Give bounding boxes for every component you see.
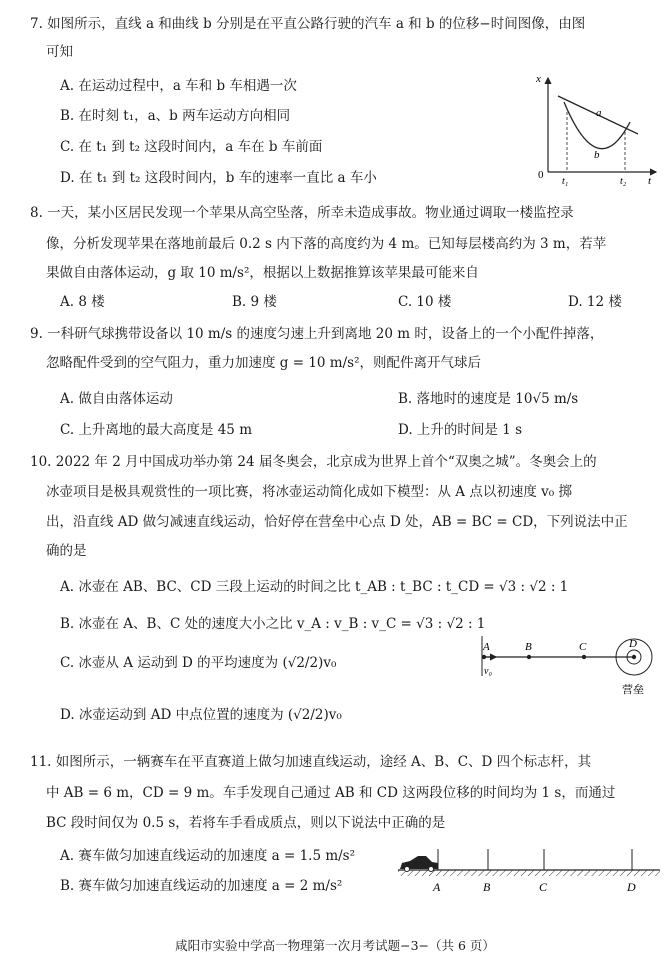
house-caption: 营垒	[622, 684, 644, 696]
axis-label-t: t	[648, 175, 652, 187]
q8-stem-line3: 果做自由落体运动，g 取 10 m/s²，根据以上数据推算该苹果最可能来自	[46, 265, 479, 281]
label-b: B	[525, 641, 532, 653]
q8-option-c: C. 10 楼	[398, 294, 452, 310]
label-a: a	[596, 107, 602, 119]
q8-stem-line1: 8. 一天，某小区居民发现一个苹果从高空坠落，所幸未造成事故。物业通过调取一楼监控录	[30, 205, 574, 221]
q9-stem-line2: 忽略配件受到的空气阻力，重力加速度 g = 10 m/s²，则配件离开气球后	[46, 355, 481, 371]
label-b: B	[483, 880, 491, 894]
label-t1: t₁	[562, 176, 569, 187]
q9-option-b: B. 落地时的速度是 10√5 m/s	[398, 391, 579, 407]
origin-label: 0	[538, 169, 544, 181]
label-a: A	[483, 641, 490, 653]
q11-stem-line2: 中 AB = 6 m，CD = 9 m。车手发现自己通过 AB 和 CD 这两段位移的时间均为 1 s，而通过	[46, 785, 616, 801]
q11-option-b: B. 赛车做匀加速直线运动的加速度 a = 2 m/s²	[60, 878, 343, 894]
label-c: C	[539, 880, 548, 894]
q9-stem-line1: 9. 一科研气球携带设备以 10 m/s 的速度匀速上升到离地 20 m 时，设备上的一个小配件掉落，	[30, 326, 604, 342]
q7-option-a: A. 在运动过程中，a 车和 b 车相遇一次	[60, 78, 297, 94]
label-v0: v₀	[484, 666, 492, 677]
point-c	[582, 655, 586, 659]
label-d: D	[629, 638, 637, 650]
q9-option-d: D. 上升的时间是 1 s	[398, 422, 523, 438]
race-car-icon	[400, 856, 438, 872]
q10-option-d: D. 冰壶运动到 AD 中点位置的速度为 (√2/2)v₀	[60, 707, 342, 723]
label-t2: t₂	[620, 176, 627, 187]
q10-option-a: A. 冰壶在 AB、BC、CD 三段上运动的时间之比 t_AB : t_BC : t_CD = √3 : √2 : 1	[60, 579, 569, 595]
label-c: C	[579, 641, 587, 653]
q10-stem-line4: 确的是	[46, 543, 87, 559]
q11-stem-line3: BC 段时间仅为 0.5 s，若将车手看成质点，则以下说法中正确的是	[46, 815, 446, 831]
q7-xt-graph	[530, 72, 660, 187]
q8-option-b: B. 9 楼	[232, 294, 277, 310]
q9-option-a: A. 做自由落体运动	[60, 391, 173, 407]
label-a: A	[433, 880, 441, 894]
q7-option-d: D. 在 t₁ 到 t₂ 这段时间内，b 车的速率一直比 a 车小	[60, 170, 377, 186]
label-b: b	[594, 149, 600, 161]
q10-option-b: B. 冰壶在 A、B、C 处的速度大小之比 v_A : v_B : v_C = √3 : √2 : 1	[60, 616, 486, 632]
q8-option-a: A. 8 楼	[60, 294, 105, 310]
q7-option-b: B. 在时刻 t₁，a、b 两车运动方向相同	[60, 108, 291, 124]
page-footer: 咸阳市实验中学高一物理第一次月考试题−3−（共 6 页）	[175, 938, 495, 953]
q11-race-track-figure	[396, 845, 662, 897]
q10-stem-line2: 冰壶项目是极具观赏性的一项比赛，将冰壶运动简化成如下模型：从 A 点以初速度 v₀ 掷	[46, 484, 572, 500]
point-b	[527, 655, 531, 659]
q8-stem-line2: 像，分析发现苹果在落地前最后 0.2 s 内下落的高度约为 4 m。已知每层楼高约为 3 m，若苹	[46, 236, 607, 252]
q7-stem-line1: 7. 如图所示，直线 a 和曲线 b 分别是在平直公路行驶的汽车 a 和 b 的位移−时间图像，由图	[30, 16, 586, 32]
point-a	[482, 655, 486, 659]
label-d: D	[627, 880, 636, 894]
q7-option-c: C. 在 t₁ 到 t₂ 这段时间内，a 车在 b 车前面	[60, 139, 323, 155]
point-d	[632, 655, 636, 659]
track-hatching	[398, 870, 660, 876]
axis-label-x: x	[536, 73, 541, 85]
q10-stem-line3: 出，沿直线 AD 做匀减速直线运动，恰好停在营垒中心点 D 处，AB = BC = CD，下列说法中正	[46, 514, 628, 530]
q7-stem-line2: 可知	[46, 44, 73, 60]
q11-stem-line1: 11. 如图所示，一辆赛车在平直赛道上做匀加速直线运动，途经 A、B、C、D 四个标志杆，其	[30, 754, 592, 770]
q10-option-c: C. 冰壶从 A 运动到 D 的平均速度为 (√2/2)v₀	[60, 655, 337, 671]
q9-option-c: C. 上升离地的最大高度是 45 m	[60, 422, 252, 438]
q8-option-d: D. 12 楼	[568, 294, 622, 310]
q11-option-a: A. 赛车做匀加速直线运动的加速度 a = 1.5 m/s²	[60, 848, 356, 864]
q10-curling-figure	[472, 630, 662, 698]
q10-stem-line1: 10. 2022 年 2 月中国成功举办第 24 届冬奥会，北京成为世界上首个“双奥之城”。冬奥会上的	[30, 454, 597, 470]
